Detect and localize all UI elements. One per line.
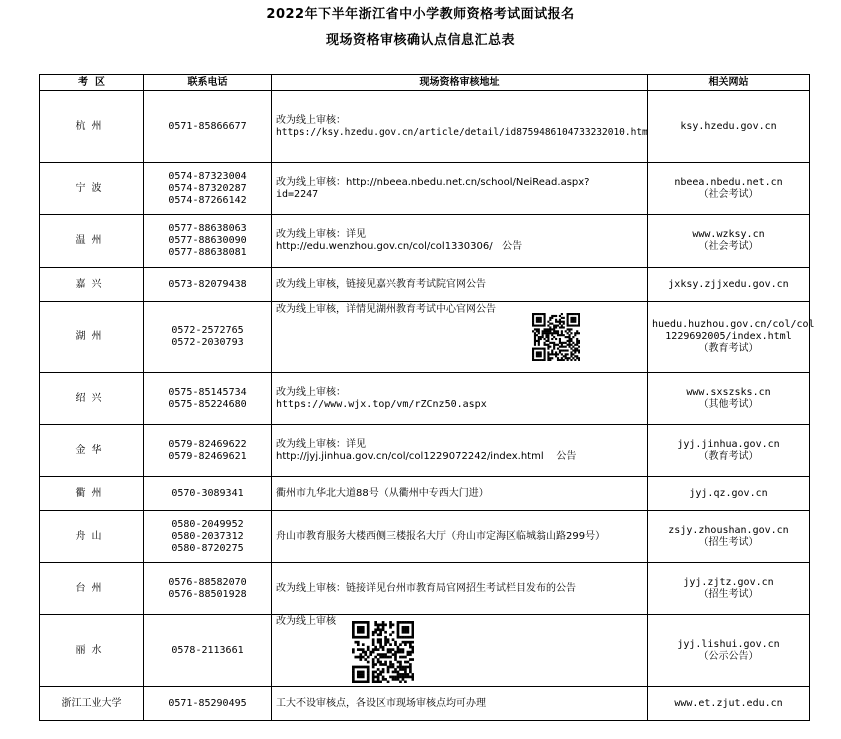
phone-cell — [144, 163, 272, 215]
phone-cell — [144, 687, 272, 721]
table-row — [40, 91, 810, 163]
region-cell: 金华 — [40, 425, 144, 477]
phone-cell — [144, 268, 272, 302]
site-cell — [648, 615, 810, 687]
region-cell: 丽水 — [40, 615, 144, 687]
site-category: （教育考试） — [698, 343, 759, 354]
address-cell — [272, 563, 648, 615]
site-link[interactable]: zsjy.zhoushan.gov.cn — [668, 524, 789, 536]
phone-number: 0574-87323004 — [168, 170, 247, 182]
table-row — [40, 563, 810, 615]
phone-number: 0574-87320287 — [168, 182, 247, 194]
table-row — [40, 373, 810, 425]
site-cell — [648, 268, 810, 302]
site-category: （公示公告） — [698, 650, 759, 662]
region-cell: 嘉兴 — [40, 268, 144, 302]
site-link[interactable]: jyj.lishui.gov.cn — [677, 638, 780, 650]
phone-number: 0580-2049952 — [171, 518, 244, 530]
phone-cell — [144, 425, 272, 477]
site-category: （社会考试） — [698, 241, 759, 252]
header-site: 相关网站 — [648, 75, 810, 91]
phone-cell — [144, 91, 272, 163]
address-line: 改为线上审核： — [276, 114, 346, 126]
region-cell: 舟山 — [40, 511, 144, 563]
table-row — [40, 425, 810, 477]
qr-code-icon[interactable] — [532, 313, 580, 361]
site-category: （招生考试） — [698, 536, 759, 548]
phone-cell — [144, 477, 272, 511]
address-line: 改为线上审核： — [276, 386, 346, 398]
table-row — [40, 302, 810, 373]
address-cell — [272, 511, 648, 563]
address-link[interactable]: 改为线上审核：http://nbeea.nbedu.net.cn/school/NeiRead.aspx? — [276, 176, 590, 188]
address-link[interactable]: http://edu.wenzhou.gov.cn/col/col1330306/ 公告 — [276, 241, 523, 252]
qr-code-icon[interactable] — [352, 621, 414, 683]
phone-number: 0578-2113661 — [171, 644, 244, 656]
site-link[interactable]: www.wzksy.cn — [692, 229, 765, 240]
region-cell: 宁波 — [40, 163, 144, 215]
phone-number: 0577-88638063 — [168, 223, 247, 234]
site-cell — [648, 687, 810, 721]
address-cell — [272, 373, 648, 425]
site-link[interactable]: huedu.huzhou.gov.cn/col/col — [652, 319, 815, 330]
phone-number: 0579-82469622 — [168, 438, 247, 450]
address-line: 改为线上审核，详情见湖州教育考试中心官网公告 — [276, 304, 496, 315]
table-row — [40, 615, 810, 687]
address-cell — [272, 687, 648, 721]
phone-number: 0571-85866677 — [168, 120, 247, 132]
address-cell — [272, 163, 648, 215]
address-link[interactable]: https://www.wjx.top/vm/rZCnz50.aspx — [276, 398, 487, 410]
address-cell — [272, 268, 648, 302]
site-category: （社会考试） — [698, 188, 759, 200]
address-line: 衢州市九华北大道88号（从衢州中专西大门进） — [276, 487, 489, 499]
phone-cell — [144, 215, 272, 268]
site-cell — [648, 425, 810, 477]
site-link[interactable]: nbeea.nbedu.net.cn — [674, 176, 783, 188]
address-cell — [272, 215, 648, 268]
phone-number: 0573-82079438 — [168, 278, 247, 290]
table-row — [40, 163, 810, 215]
table-row — [40, 215, 810, 268]
region-cell: 绍兴 — [40, 373, 144, 425]
address-line: 改为线上审核：详见 — [276, 438, 366, 450]
site-link[interactable]: 1229692005/index.html — [665, 331, 792, 342]
address-line: 舟山市教育服务大楼西侧三楼报名大厅（舟山市定海区临城翁山路299号） — [276, 530, 606, 542]
table-row — [40, 687, 810, 721]
site-category: （招生考试） — [698, 588, 759, 600]
address-cell — [272, 302, 648, 373]
site-link[interactable]: jyj.qz.gov.cn — [689, 487, 768, 499]
site-link[interactable]: www.et.zjut.edu.cn — [674, 697, 783, 709]
site-category: （其他考试） — [698, 398, 759, 410]
phone-number: 0574-87266142 — [168, 194, 247, 206]
address-line: 改为线上审核：详见 — [276, 229, 366, 240]
site-link[interactable]: jyj.zjtz.gov.cn — [683, 576, 774, 588]
site-cell — [648, 91, 810, 163]
site-cell — [648, 373, 810, 425]
address-cell — [272, 425, 648, 477]
phone-cell — [144, 615, 272, 687]
site-cell — [648, 511, 810, 563]
address-link[interactable]: https://ksy.hzedu.gov.cn/article/detail/id8759486104733232010.htm — [276, 126, 648, 138]
address-link[interactable]: id=2247 — [276, 188, 319, 200]
region-cell: 浙江工业大学 — [40, 687, 144, 721]
address-line: 改为线上审核，链接见嘉兴教育考试院官网公告 — [276, 278, 486, 290]
site-cell — [648, 215, 810, 268]
address-line: 工大不设审核点，各设区市现场审核点均可办理 — [276, 697, 486, 709]
document-title-line-2: 现场资格审核确认点信息汇总表 — [325, 33, 515, 48]
table-header-row — [40, 75, 810, 91]
table-row — [40, 477, 810, 511]
site-cell — [648, 563, 810, 615]
phone-cell — [144, 373, 272, 425]
address-link[interactable]: http://jyj.jinhua.gov.cn/col/col1229072242/index.html 公告 — [276, 450, 577, 462]
site-category: （教育考试） — [698, 450, 759, 462]
phone-number: 0577-88638081 — [168, 247, 247, 258]
site-cell — [648, 302, 815, 373]
phone-number: 0575-85224680 — [168, 398, 247, 410]
region-cell: 台州 — [40, 563, 144, 615]
phone-number: 0572-2572765 — [171, 325, 244, 336]
header-region: 考 区 — [40, 75, 144, 91]
address-line: 改为线上审核：链接详见台州市教育局官网招生考试栏目发布的公告 — [276, 582, 576, 594]
region-cell: 温州 — [40, 215, 144, 268]
site-link[interactable]: jyj.jinhua.gov.cn — [677, 438, 780, 450]
table-row — [40, 268, 810, 302]
region-cell: 杭州 — [40, 91, 144, 163]
header-phone: 联系电话 — [144, 75, 272, 91]
phone-number: 0580-8720275 — [171, 542, 244, 554]
phone-number: 0572-2030793 — [171, 337, 244, 348]
phone-number: 0580-2037312 — [171, 530, 244, 542]
phone-number: 0570-3089341 — [171, 487, 244, 499]
phone-number: 0579-82469621 — [168, 450, 247, 462]
region-cell: 湖州 — [40, 302, 144, 373]
summary-table — [39, 74, 815, 721]
document-title-line-1: 2022年下半年浙江省中小学教师资格考试面试报名 — [266, 7, 575, 22]
phone-number: 0576-88501928 — [168, 588, 247, 600]
region-cell: 衢州 — [40, 477, 144, 511]
address-cell — [272, 615, 648, 687]
address-line: 改为线上审核 — [276, 616, 336, 627]
phone-cell — [144, 302, 272, 373]
phone-number: 0575-85145734 — [168, 386, 247, 398]
address-cell — [272, 477, 648, 511]
address-cell — [272, 91, 648, 163]
phone-number: 0577-88630090 — [168, 235, 247, 246]
site-cell — [648, 477, 810, 511]
phone-cell — [144, 563, 272, 615]
site-link[interactable]: www.sxszsks.cn — [686, 386, 771, 398]
site-link[interactable]: jxksy.zjjxedu.gov.cn — [668, 278, 789, 290]
site-cell — [648, 163, 810, 215]
phone-number: 0571-85290495 — [168, 697, 247, 709]
table-row — [40, 511, 810, 563]
header-address: 现场资格审核地址 — [272, 75, 648, 91]
phone-number: 0576-88582070 — [168, 576, 247, 588]
site-link[interactable]: ksy.hzedu.gov.cn — [680, 120, 777, 132]
phone-cell — [144, 511, 272, 563]
